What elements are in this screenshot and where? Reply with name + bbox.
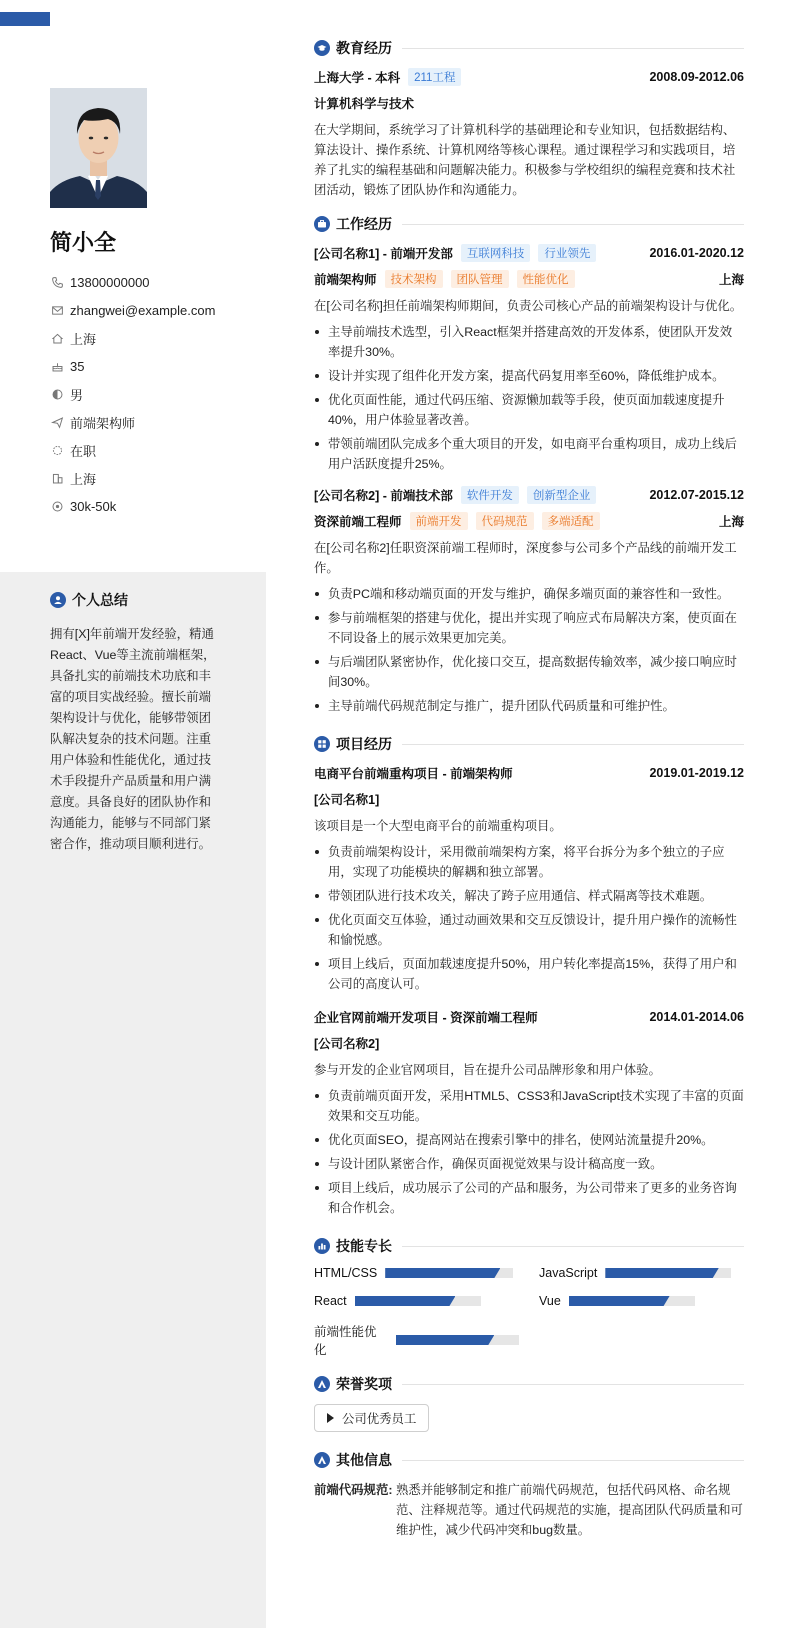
skill-name: JavaScript [539, 1266, 598, 1280]
info-icon [314, 1452, 330, 1468]
project-bullet: 与设计团队紧密合作，确保页面视觉效果与设计稿高度一致。 [314, 1154, 744, 1174]
role-tag: 性能优化 [517, 270, 575, 288]
project-date: 2019.01-2019.12 [649, 766, 744, 780]
salary-icon [50, 499, 64, 513]
divider [402, 48, 744, 49]
contact-info-list [50, 268, 260, 520]
project-name: 企业官网前端开发项目 - 资深前端工程师 [314, 1011, 538, 1025]
divider [402, 224, 744, 225]
home-icon [50, 331, 64, 345]
bar-chart-icon [314, 1238, 330, 1254]
avatar-portrait-image [50, 88, 147, 208]
education-header-row [314, 68, 744, 86]
briefcase-icon [314, 216, 330, 232]
skills-grid [314, 1266, 744, 1358]
skill-name: React [314, 1294, 347, 1308]
job-company: [公司名称1] - 前端开发部 [314, 247, 453, 261]
work-heading: 工作经历 [314, 212, 744, 236]
skill-level-bar [605, 1268, 731, 1278]
job-bullet: 带领前端团队完成多个重大项目的开发，如电商平台重构项目，成功上线后用户活跃度提升25%。 [314, 434, 744, 474]
skill-level-fill [385, 1268, 500, 1278]
skill-level-fill [355, 1296, 456, 1306]
divider [402, 1460, 744, 1461]
skill-name: Vue [539, 1294, 561, 1308]
avatar [50, 88, 147, 208]
role-tag: 团队管理 [451, 270, 509, 288]
project-bullet: 项目上线后，成功展示了公司的产品和服务，为公司带来了更多的业务咨询和合作机会。 [314, 1178, 744, 1218]
job-bullet: 主导前端代码规范制定与推广，提升团队代码质量和可维护性。 [314, 696, 744, 716]
education-date: 2008.09-2012.06 [649, 70, 744, 84]
job-role: 资深前端工程师 [314, 515, 402, 529]
job-bullet: 设计并实现了组件化开发方案，提高代码复用率至60%，降低维护成本。 [314, 366, 744, 386]
project-entry [314, 1008, 744, 1218]
skills-heading: 技能专长 [314, 1234, 744, 1258]
skill-level-fill [605, 1268, 718, 1278]
info-phone: 13800000000 [50, 268, 260, 296]
other-info-row [314, 1480, 744, 1540]
job-description: 在[公司名称2]任职资深前端工程师时，深度参与公司多个产品线的前端开发工作。 [314, 541, 737, 575]
project-company: [公司名称1] [314, 793, 380, 807]
job-bullet: 负责PC端和移动端页面的开发与维护，确保多端页面的兼容性和一致性。 [314, 584, 744, 604]
skill-level-fill [396, 1335, 495, 1345]
divider [402, 744, 744, 745]
skill-name: HTML/CSS [314, 1266, 378, 1280]
education-major: 计算机科学与技术 [314, 97, 415, 111]
project-bullet: 优化页面SEO，提高网站在搜索引擎中的排名，使网站流量提升20%。 [314, 1130, 744, 1150]
project-bullet: 负责前端架构设计，采用微前端架构方案，将平台拆分为多个独立的子应用，实现了功能模块的解耦和独立部署。 [314, 842, 744, 882]
role-tag: 前端开发 [410, 512, 468, 530]
company-tag: 软件开发 [461, 486, 519, 504]
project-description: 参与开发的企业官网项目，旨在提升公司品牌形象和用户体验。 [314, 1063, 661, 1077]
project-company: [公司名称2] [314, 1037, 380, 1051]
skill-item [539, 1266, 744, 1280]
summary-heading: 个人总结 [50, 590, 128, 610]
job-role: 前端架构师 [314, 273, 377, 287]
job-date: 2016.01-2020.12 [649, 246, 744, 260]
info-status: 在职 [50, 436, 260, 464]
school-tag: 211工程 [408, 68, 461, 86]
job-entry [314, 486, 744, 716]
info-email: zhangwei@example.com [50, 296, 260, 324]
job-bullet: 与后端团队紧密协作，优化接口交互，提高数据传输效率，减少接口响应时间30%。 [314, 652, 744, 692]
skill-item [539, 1294, 744, 1308]
job-bullet: 优化页面性能，通过代码压缩、资源懒加载等手段，使页面加载速度提升40%，用户体验显著改善。 [314, 390, 744, 430]
other-info-value: 熟悉并能够制定和推广前端代码规范，包括代码风格、命名规范、注释规范等。通过代码规范的实施，提高团队代码质量和可维护性，减少代码冲突和bug数量。 [396, 1483, 743, 1537]
skill-item [314, 1322, 519, 1358]
company-tag: 创新型企业 [527, 486, 597, 504]
education-description: 在大学期间，系统学习了计算机科学的基础理论和专业知识，包括数据结构、算法设计、操作系统、计算机网络等核心课程。通过课程学习和实践项目，培养了扎实的编程基础和问题解决能力。积极参与学校组织的编程竞赛和技术社团活动，锻炼了团队协作和沟通能力。 [314, 123, 736, 197]
school-name: 上海大学 - 本科 [314, 71, 401, 85]
job-bullet: 参与前端框架的搭建与优化，提出并实现了响应式布局解决方案，使页面在不同设备上的展示效果更加完美。 [314, 608, 744, 648]
building-icon [50, 471, 64, 485]
mail-icon [50, 303, 64, 317]
project-date: 2014.01-2014.06 [649, 1010, 744, 1024]
gender-icon [50, 387, 64, 401]
info-salary: 30k-50k [50, 492, 260, 520]
divider [402, 1246, 744, 1247]
project-entry [314, 764, 744, 994]
top-accent-tab [0, 12, 50, 26]
job-company: [公司名称2] - 前端技术部 [314, 489, 453, 503]
award-item[interactable]: 公司优秀员工 [314, 1404, 429, 1432]
project-bullet: 优化页面交互体验，通过动画效果和交互反馈设计，提升用户操作的流畅性和愉悦感。 [314, 910, 744, 950]
skill-name: 前端性能优化 [314, 1325, 377, 1357]
skill-item [314, 1294, 519, 1308]
info-city: 上海 [50, 464, 260, 492]
graduation-cap-icon [314, 40, 330, 56]
role-tag: 多端适配 [542, 512, 600, 530]
job-city: 上海 [718, 515, 744, 529]
info-home: 上海 [50, 324, 260, 352]
skill-level-bar [355, 1296, 481, 1306]
status-icon [50, 443, 64, 457]
send-icon [50, 415, 64, 429]
other-heading: 其他信息 [314, 1448, 744, 1472]
main-content [314, 36, 744, 1540]
info-age: 35 [50, 352, 260, 380]
project-bullet: 负责前端页面开发，采用HTML5、CSS3和JavaScript技术实现了丰富的页面效果和交互功能。 [314, 1086, 744, 1126]
job-description: 在[公司名称]担任前端架构师期间，负责公司核心产品的前端架构设计与优化。 [314, 299, 743, 313]
skill-level-bar [569, 1296, 695, 1306]
job-date: 2012.07-2015.12 [649, 488, 744, 502]
grid-icon [314, 736, 330, 752]
projects-heading: 项目经历 [314, 732, 744, 756]
job-city: 上海 [718, 273, 744, 287]
profile-name: 简小全 [50, 230, 117, 255]
project-bullet: 项目上线后，页面加载速度提升50%，用户转化率提高15%，获得了用户和公司的高度认可。 [314, 954, 744, 994]
play-icon [327, 1413, 334, 1423]
info-gender: 男 [50, 380, 260, 408]
skill-level-bar [396, 1335, 519, 1345]
role-tag: 代码规范 [476, 512, 534, 530]
info-position: 前端架构师 [50, 408, 260, 436]
job-entry [314, 244, 744, 474]
education-heading: 教育经历 [314, 36, 744, 60]
project-description: 该项目是一个大型电商平台的前端重构项目。 [314, 819, 562, 833]
project-bullet: 带领团队进行技术攻关，解决了跨子应用通信、样式隔离等技术难题。 [314, 886, 744, 906]
skill-item [314, 1266, 519, 1280]
cake-icon [50, 359, 64, 373]
skill-level-bar [385, 1268, 513, 1278]
phone-icon [50, 275, 64, 289]
award-icon [314, 1376, 330, 1392]
skill-level-fill [569, 1296, 670, 1306]
other-info-key: 前端代码规范: [314, 1483, 393, 1497]
divider [402, 1384, 744, 1385]
company-tag: 行业领先 [538, 244, 596, 262]
user-icon [50, 592, 66, 608]
job-bullet: 主导前端技术选型，引入React框架并搭建高效的开发体系，使团队开发效率提升30%。 [314, 322, 744, 362]
project-name: 电商平台前端重构项目 - 前端架构师 [314, 767, 513, 781]
awards-heading: 荣誉奖项 [314, 1372, 744, 1396]
company-tag: 互联网科技 [461, 244, 531, 262]
summary-text: 拥有[X]年前端开发经验，精通React、Vue等主流前端框架，具备扎实的前端技术功底和丰富的项目实战经验。擅长前端架构设计与优化，能够带领团队解决复杂的技术问题。注重用户体验和性能优化，通过技术手段提升产品质量和用户满意度。具备良好的团队协作和沟通能力，能够与不同部门紧密合作，推动项目顺利进行。 [50, 627, 216, 851]
role-tag: 技术架构 [385, 270, 443, 288]
